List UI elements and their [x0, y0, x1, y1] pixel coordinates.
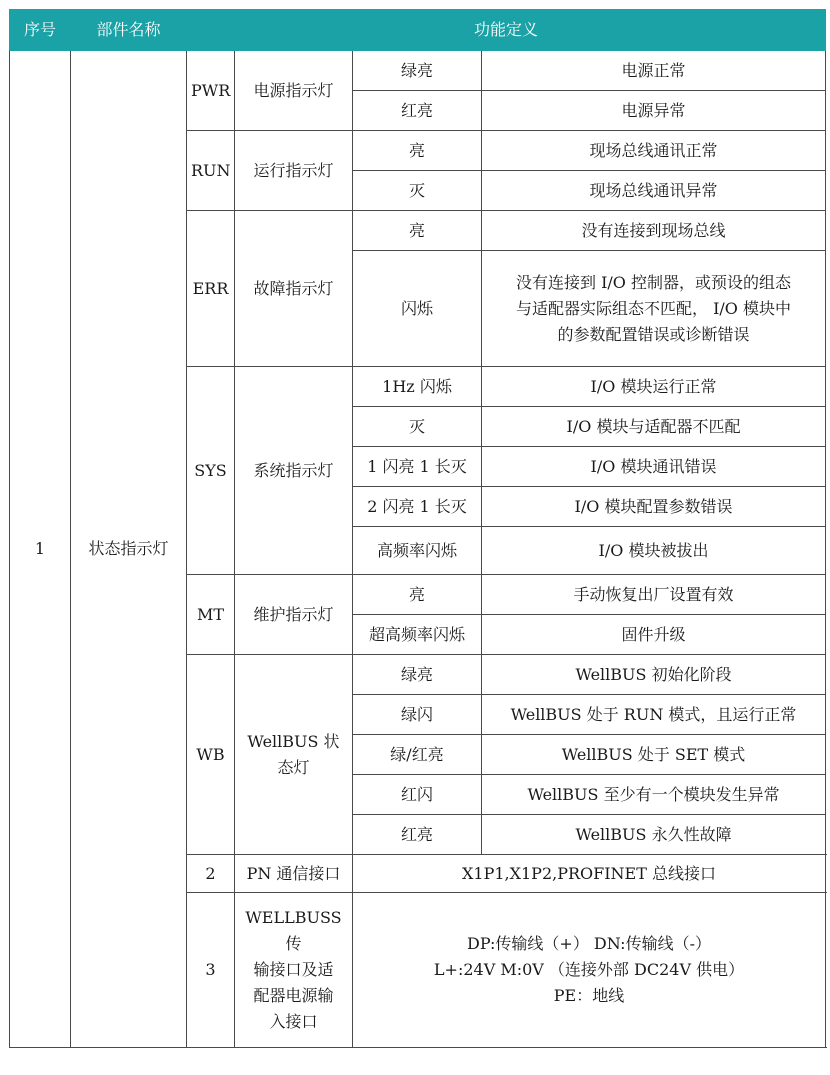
- run-state-1: 亮: [353, 131, 482, 171]
- wb-code: WB: [187, 655, 235, 855]
- err-desc-2-line-1: 没有连接到 I/O 控制器，或预设的组态: [516, 272, 792, 292]
- row3-part-line-1: WELLBUSS 传: [245, 908, 342, 953]
- header-part-name: 部件名称: [71, 10, 187, 51]
- function-definition-table: [9, 9, 826, 1048]
- err-state-1: 亮: [353, 211, 482, 251]
- row3-desc-line-2: L+:24V M:0V （连接外部 DC24V 供电）: [433, 960, 745, 979]
- pwr-name: 电源指示灯: [235, 51, 353, 131]
- row1-no: 1: [10, 51, 71, 1048]
- err-code: ERR: [187, 211, 235, 367]
- mt-state-1: 亮: [353, 575, 482, 615]
- sys-state-4: 2 闪亮 1 长灭: [353, 487, 482, 527]
- mt-name: 维护指示灯: [235, 575, 353, 655]
- run-desc-1: 现场总线通讯正常: [482, 131, 826, 171]
- wb-state-1: 绿亮: [353, 655, 482, 695]
- wb-name-line-1: WellBUS 状: [247, 731, 340, 751]
- row1-part-name: 状态指示灯: [71, 51, 187, 1048]
- wb-state-3: 绿/红亮: [353, 735, 482, 775]
- wb-state-4: 红闪: [353, 775, 482, 815]
- header-function-definition: 功能定义: [187, 10, 826, 51]
- wb-desc-3: WellBUS 处于 SET 模式: [482, 735, 826, 775]
- err-name: 故障指示灯: [235, 211, 353, 367]
- table-row: [10, 51, 826, 91]
- mt-state-2: 超高频率闪烁: [353, 615, 482, 655]
- sys-desc-3: I/O 模块通讯错误: [482, 447, 826, 487]
- row3-desc-line-3: PE：地线: [553, 986, 625, 1005]
- pwr-state-1: 绿亮: [353, 51, 482, 91]
- wb-name-line-2: 态灯: [277, 757, 310, 777]
- mt-code: MT: [187, 575, 235, 655]
- row3-part-line-3: 配器电源输: [253, 986, 334, 1005]
- row3-no: 3: [187, 893, 235, 1048]
- sys-code: SYS: [187, 367, 235, 575]
- sys-desc-2: I/O 模块与适配器不匹配: [482, 407, 826, 447]
- sys-desc-4: I/O 模块配置参数错误: [482, 487, 826, 527]
- wb-state-5: 红亮: [353, 815, 482, 855]
- sys-state-3: 1 闪亮 1 长灭: [353, 447, 482, 487]
- sys-state-5: 高频率闪烁: [353, 527, 482, 575]
- row2-no: 2: [187, 855, 235, 893]
- row3-part-line-2: 输接口及适: [253, 960, 334, 979]
- wb-name: [235, 655, 353, 855]
- wb-desc-5: WellBUS 永久性故障: [482, 815, 826, 855]
- err-desc-2-line-2: 与适配器实际组态不匹配， I/O 模块中: [516, 298, 792, 318]
- run-code: RUN: [187, 131, 235, 211]
- row2-part-name: PN 通信接口: [235, 855, 353, 893]
- err-desc-2-line-3: 的参数配置错误或诊断错误: [557, 324, 750, 344]
- err-state-2: 闪烁: [353, 251, 482, 367]
- sys-desc-1: I/O 模块运行正常: [482, 367, 826, 407]
- function-table-container: [9, 9, 826, 1048]
- run-name: 运行指示灯: [235, 131, 353, 211]
- err-desc-1: 没有连接到现场总线: [482, 211, 826, 251]
- pwr-desc-2: 电源异常: [482, 91, 826, 131]
- sys-state-2: 灭: [353, 407, 482, 447]
- mt-desc-1: 手动恢复出厂设置有效: [482, 575, 826, 615]
- pwr-state-2: 红亮: [353, 91, 482, 131]
- wb-desc-2: WellBUS 处于 RUN 模式，且运行正常: [482, 695, 826, 735]
- header-no: 序号: [10, 10, 71, 51]
- row3-desc: [353, 893, 826, 1048]
- mt-desc-2: 固件升级: [482, 615, 826, 655]
- sys-state-1: 1Hz 闪烁: [353, 367, 482, 407]
- row3-part-name: [235, 893, 353, 1048]
- wb-desc-1: WellBUS 初始化阶段: [482, 655, 826, 695]
- run-state-2: 灭: [353, 171, 482, 211]
- wb-desc-4: WellBUS 至少有一个模块发生异常: [482, 775, 826, 815]
- run-desc-2: 现场总线通讯异常: [482, 171, 826, 211]
- row3-part-line-4: 入接口: [269, 1012, 318, 1031]
- row2-desc: X1P1,X1P2,PROFINET 总线接口: [353, 855, 826, 893]
- wb-state-2: 绿闪: [353, 695, 482, 735]
- sys-name: 系统指示灯: [235, 367, 353, 575]
- header-row: [10, 10, 826, 51]
- row3-desc-line-1: DP:传输线（+） DN:传输线（-）: [467, 934, 711, 953]
- err-desc-2: [482, 251, 826, 367]
- pwr-code: PWR: [187, 51, 235, 131]
- pwr-desc-1: 电源正常: [482, 51, 826, 91]
- sys-desc-5: I/O 模块被拔出: [482, 527, 826, 575]
